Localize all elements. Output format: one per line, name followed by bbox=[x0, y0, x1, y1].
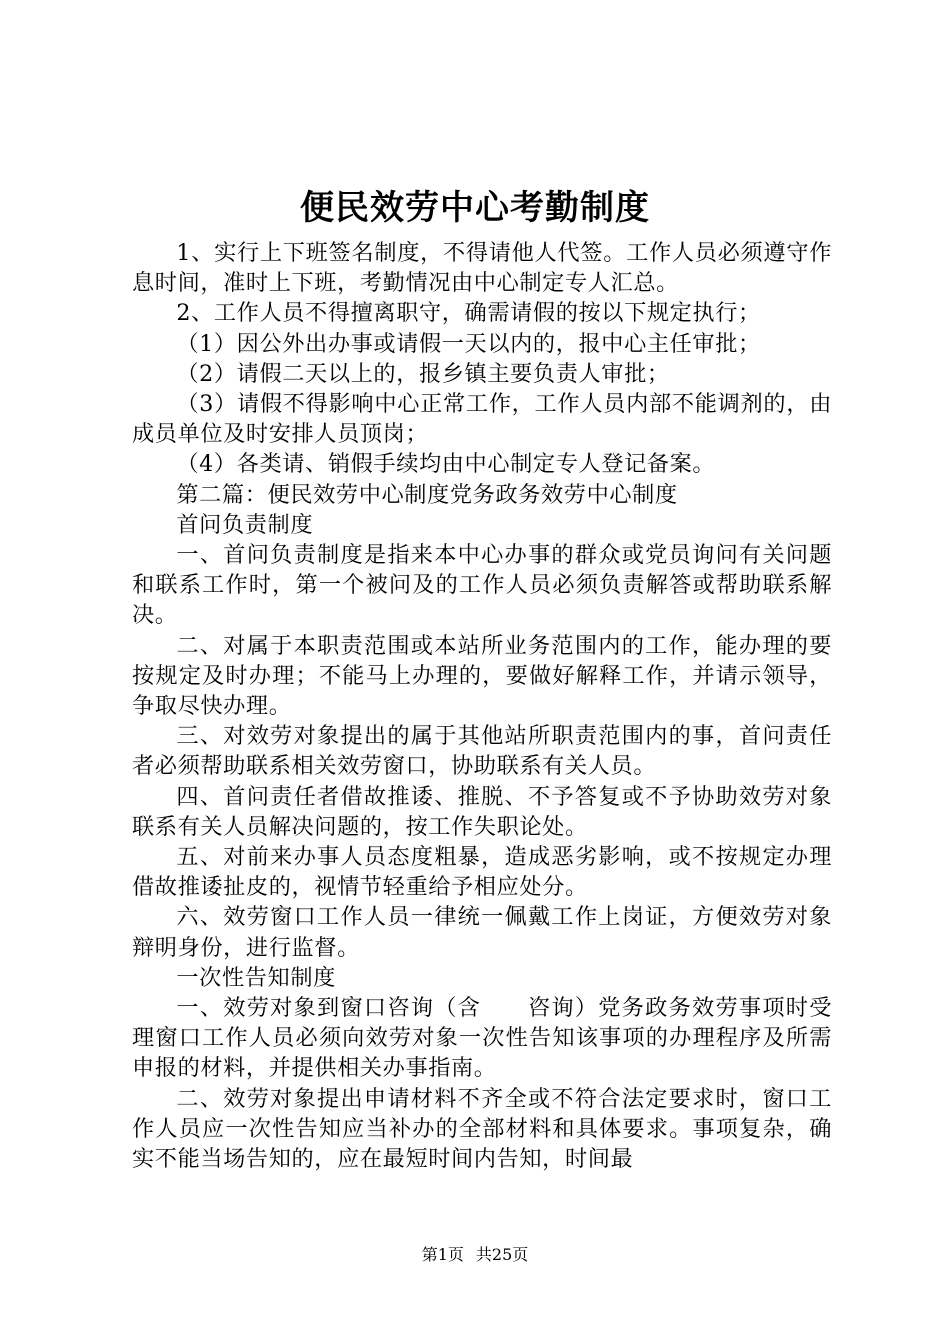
paragraph: 六、效劳窗口工作人员一律统一佩戴工作上岗证，方便效劳对象辩明身份，进行监督。 bbox=[132, 904, 832, 961]
paragraph: 2、工作人员不得擅离职守，确需请假的按以下规定执行； bbox=[176, 300, 761, 327]
paragraph: （4）各类请、销假手续均由中心制定专人登记备案。 bbox=[176, 451, 716, 478]
paragraph: （1）因公外出办事或请假一天以内的，报中心主任审批； bbox=[176, 330, 761, 357]
paragraph: 二、对属于本职责范围或本站所业务范围内的工作，能办理的要按规定及时办理；不能马上办理的，要做好解释工作，并请示领导，争取尽快办理。 bbox=[132, 632, 832, 720]
page-footer bbox=[0, 1245, 950, 1265]
paragraph: 二、效劳对象提出申请材料不齐全或不符合法定要求时，窗口工作人员应一次性告知应当补办的全部材料和具体要求。事项复杂，确实不能当场告知的，应在最短时间内告知，时间最 bbox=[132, 1085, 832, 1173]
section-heading: 第二篇：便民效劳中心制度党务政务效劳中心制度 bbox=[176, 481, 678, 508]
paragraph: （2）请假二天以上的，报乡镇主要负责人审批； bbox=[176, 360, 670, 387]
document-title: 便民效劳中心考勤制度 bbox=[300, 188, 650, 228]
paragraph: 1、实行上下班签名制度，不得请他人代签。工作人员必须遵守作息时间，准时上下班，考勤情况由中心制定专人汇总。 bbox=[132, 240, 832, 297]
page-number: 第1页 bbox=[421, 1245, 464, 1264]
paragraph: 五、对前来办事人员态度粗暴，造成恶劣影响，或不按规定办理借故推诿扯皮的，视情节轻重给予相应处分。 bbox=[132, 844, 832, 901]
document-body bbox=[132, 238, 832, 1174]
subsection-heading: 首问负责制度 bbox=[176, 511, 314, 538]
page-total: 共25页 bbox=[475, 1245, 529, 1264]
paragraph: （3）请假不得影响中心正常工作，工作人员内部不能调剂的，由成员单位及时安排人员顶岗； bbox=[132, 391, 832, 448]
paragraph: 四、首问责任者借故推诿、推脱、不予答复或不予协助效劳对象联系有关人员解决问题的，按工作失职论处。 bbox=[132, 783, 832, 840]
paragraph: 一、首问负责制度是指来本中心办事的群众或党员询问有关问题和联系工作时，第一个被问及的工作人员必须负责解答或帮助联系解决。 bbox=[132, 542, 832, 629]
subsection-heading: 一次性告知制度 bbox=[176, 964, 336, 991]
paragraph: 一、效劳对象到窗口咨询（含 咨询）党务政务效劳事项时受理窗口工作人员必须向效劳对象一次性告知该事项的办理程序及所需申报的材料，并提供相关办事指南。 bbox=[132, 995, 832, 1082]
paragraph: 三、对效劳对象提出的属于其他站所职责范围内的事，首问责任者必须帮助联系相关效劳窗口，协助联系有关人员。 bbox=[132, 723, 832, 780]
